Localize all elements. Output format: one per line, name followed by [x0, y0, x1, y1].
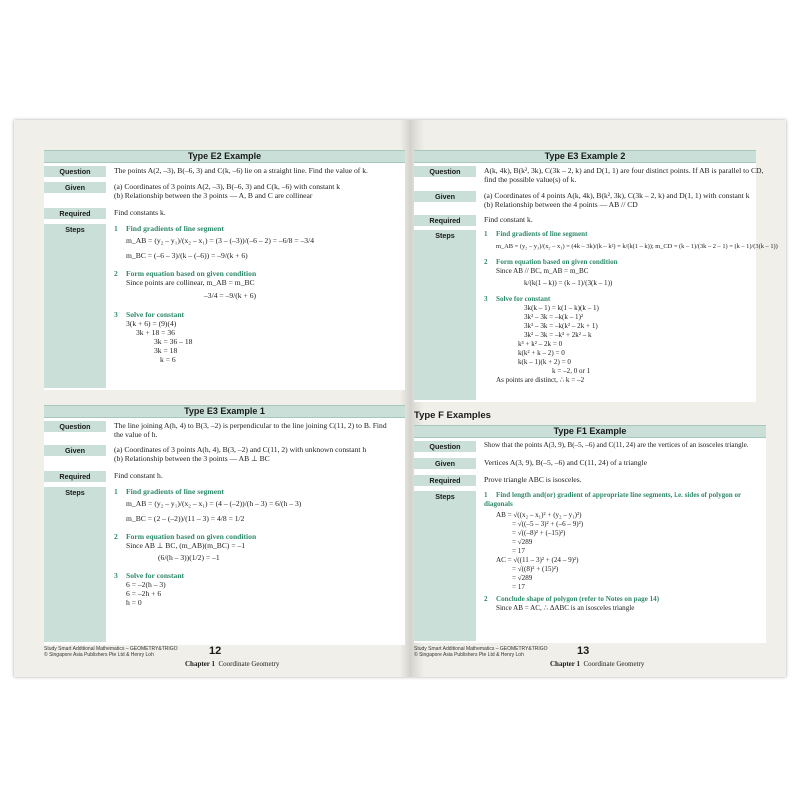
question-text: the value of h.: [114, 430, 158, 439]
given-text: (a) Coordinates of 3 points A(2, –3), B(–6, 3) and C(k, –6) with constant k: [114, 182, 341, 191]
required-label: Required: [44, 471, 106, 482]
required-text: Prove triangle ABC is isosceles.: [484, 475, 582, 484]
step-number: 2: [484, 258, 488, 266]
step-heading: Solve for constant: [496, 295, 551, 303]
step-line: h = 0: [126, 598, 142, 607]
steps-label: Steps: [44, 224, 106, 388]
step-line: k/(k(1 – k)) = (k – 1)/(3(k – 1)): [524, 279, 613, 287]
step-heading: Form equation based on given condition: [496, 258, 618, 266]
question-text: The points A(2, –3), B(–6, 3) and C(k, –6) lie on a straight line. Find the value of k.: [114, 166, 368, 175]
step-heading: Find gradients of line segment: [126, 487, 224, 496]
given-label: Given: [44, 445, 106, 456]
step-heading: Conclude shape of polygon (refer to Notes on page 14): [496, 595, 660, 603]
example-box-e3-2: [414, 150, 778, 402]
step-line: 3(k + 6) = (9)(4): [126, 319, 177, 328]
step-line: m_AB = (y₂ – y₁)/(x₂ – x₁) = (3 – (–3))/(–6 – 2) = –6/8 = –3/4: [126, 236, 315, 245]
given-label: Given: [414, 458, 476, 469]
given-text: (a) Coordinates of 3 points A(h, 4), B(3, –2) and C(11, 2) with unknown constant h: [114, 445, 367, 454]
chapter-title: Coordinate Geometry: [218, 660, 280, 668]
step-line: 6 = –2(h – 3): [126, 580, 166, 589]
step-number: 3: [114, 310, 118, 319]
given-text: (a) Coordinates of 4 points A(k, 4k), B(k², 3k), C(3k – 2, k) and D(1, 1) with constant k: [484, 191, 750, 200]
example-title: Type E3 Example 1: [44, 405, 405, 418]
example-title: Type F1 Example: [414, 425, 766, 438]
step-line: 3k + 18 = 36: [136, 328, 175, 337]
footer-line: © Singapore Asia Publishers Pte Ltd & Henry Loh: [44, 652, 154, 658]
given-text: (b) Relationship between the 3 points — A, B and C are collinear: [114, 191, 313, 200]
step-number: 1: [114, 487, 118, 496]
example-title: Type E2 Example: [44, 150, 405, 163]
step-number: 2: [484, 595, 488, 603]
footer-credit: [44, 646, 178, 658]
given-label: Given: [44, 182, 106, 193]
step-number: 1: [484, 491, 488, 499]
question-text: The line joining A(h, 4) to B(3, –2) is perpendicular to the line joining C(11, 2) to B. Find: [114, 421, 387, 430]
step-line: 3k² – 3k = –k³ + 2k² – k: [524, 331, 592, 339]
page-number: 13: [577, 645, 590, 657]
step-heading: Solve for constant: [126, 571, 185, 580]
required-text: Find constant k.: [484, 215, 533, 224]
step-line: = √((8)² + (15)²): [512, 565, 559, 573]
step-line: 6 = –2h + 6: [126, 589, 162, 598]
step-line: AB = √((x₂ – x₁)² + (y₂ – y₁)²): [496, 511, 582, 519]
step-number: 3: [484, 295, 488, 303]
step-line: –3/4 = –9/(k + 6): [204, 291, 257, 300]
given-text: (b) Relationship between the 4 points — AB // CD: [484, 200, 638, 209]
step-line: Since AB = AC, ∴ ΔABC is an isosceles triangle: [496, 604, 635, 612]
given-label: Given: [414, 191, 476, 202]
section-heading: Type F Examples: [414, 410, 491, 421]
required-label: Required: [414, 475, 476, 486]
step-line: 3k(k – 1) = k(1 – k)(k – 1): [524, 304, 599, 312]
step-line: k = 6: [160, 355, 176, 364]
right-page: [414, 120, 786, 677]
step-number: 3: [114, 571, 118, 580]
step-line: k(k² + k – 2) = 0: [518, 349, 565, 357]
chapter-footer: [185, 660, 279, 668]
example-box-f1: [414, 425, 766, 643]
given-text: Vertices A(3, 9), B(–5, –6) and C(11, 24) of a triangle: [484, 458, 647, 467]
step-line: = √((–5 – 3)² + (–6 – 9)²): [512, 520, 584, 528]
footer-credit: [414, 646, 548, 658]
step-number: 2: [114, 532, 118, 541]
step-heading: Find gradients of line segment: [126, 224, 224, 233]
question-label: Question: [44, 166, 106, 177]
step-line: As points are distinct, ∴ k = –2: [496, 376, 585, 384]
step-line: (6/(h – 3))(1/2) = –1: [158, 553, 220, 562]
step-line: AC = √((11 – 3)² + (24 – 9)²): [496, 556, 579, 564]
step-line: 3k² – 3k = –k(k² – 2k + 1): [524, 322, 598, 330]
step-number: 2: [114, 269, 118, 278]
chapter-label: Chapter 1: [185, 660, 216, 668]
question-text: Show that the points A(3, 9), B(–5, –6) and C(11, 24) are the vertices of an isosceles triangle.: [484, 441, 749, 449]
example-box-e2: [44, 150, 405, 390]
step-heading: Form equation based on given condition: [126, 269, 257, 278]
step-line: k = –2, 0 or 1: [552, 367, 591, 375]
step-heading: Form equation based on given condition: [126, 532, 257, 541]
step-line: = 17: [512, 547, 525, 555]
step-line: = √289: [512, 538, 533, 546]
step-number: 1: [114, 224, 118, 233]
question-text: find the possible value(s) of k.: [484, 175, 577, 184]
step-line: = 17: [512, 583, 525, 591]
step-line: m_AB = (y₂ – y₁)/(x₂ – x₁) = (4 – (–2))/(h – 3) = 6/(h – 3): [126, 499, 302, 508]
footer-line: Study Smart Additional Mathematics – GEOMETRY&TRIGO: [44, 646, 178, 652]
step-heading: Find gradients of line segment: [496, 230, 588, 238]
required-text: Find constants k.: [114, 208, 166, 217]
step-heading: Solve for constant: [126, 310, 185, 319]
step-line: = √((–8)² + (–15)²): [512, 529, 566, 537]
step-line: m_BC = (–6 – 3)/(k – (–6)) = –9/(k + 6): [126, 251, 248, 260]
step-line: = √289: [512, 574, 533, 582]
example-box-e3-1: [44, 405, 405, 645]
footer-line: Study Smart Additional Mathematics – GEOMETRY&TRIGO: [414, 646, 548, 652]
required-label: Required: [414, 215, 476, 226]
step-line: m_BC = (2 – (–2))/(11 – 3) = 4/8 = 1/2: [126, 514, 245, 523]
required-text: Find constant h.: [114, 471, 163, 480]
question-label: Question: [414, 441, 476, 452]
page-number: 12: [209, 645, 222, 657]
chapter-footer: [550, 660, 644, 668]
question-label: Question: [414, 166, 476, 177]
open-book: [14, 120, 786, 677]
question-label: Question: [44, 421, 106, 432]
chapter-title: Coordinate Geometry: [583, 660, 645, 668]
step-line: Since points are collinear, m_AB = m_BC: [126, 278, 255, 287]
required-label: Required: [44, 208, 106, 219]
left-page: [14, 120, 400, 677]
step-heading: Find length and(or) gradient of appropriate line segments, i.e. sides of polygon or diagonals: [484, 491, 742, 508]
chapter-label: Chapter 1: [550, 660, 581, 668]
step-line: Since AB ⊥ BC, (m_AB)(m_BC) = –1: [126, 541, 246, 550]
given-text: (b) Relationship between the 3 points — AB ⊥ BC: [114, 454, 270, 463]
steps-label: Steps: [44, 487, 106, 642]
step-line: 3k = 18: [154, 346, 178, 355]
step-number: 1: [484, 230, 488, 238]
step-line: 3k² – 3k = –k(k – 1)²: [524, 313, 584, 321]
step-line: m_AB = (y₂ – y₁)/(x₂ – x₁) = (4k – 3k)/(k – k²) = k/(k(1 – k)); m_CD = (k – 1)/(3k – 2 – 1) = (k – 1)/(3(k – 1)): [496, 243, 778, 250]
step-line: 3k = 36 – 18: [154, 337, 193, 346]
steps-label: Steps: [414, 491, 476, 641]
steps-label: Steps: [414, 230, 476, 400]
step-line: Since AB // BC, m_AB = m_BC: [496, 267, 589, 275]
step-line: k(k – 1)(k + 2) = 0: [518, 358, 571, 366]
step-line: k³ + k² – 2k = 0: [518, 340, 563, 348]
example-title: Type E3 Example 2: [414, 150, 756, 163]
question-text: A(k, 4k), B(k², 3k), C(3k – 2, k) and D(1, 1) are four distinct points. If AB is parallel to CD,: [484, 166, 764, 175]
footer-line: © Singapore Asia Publishers Pte Ltd & Henry Loh: [414, 652, 524, 658]
